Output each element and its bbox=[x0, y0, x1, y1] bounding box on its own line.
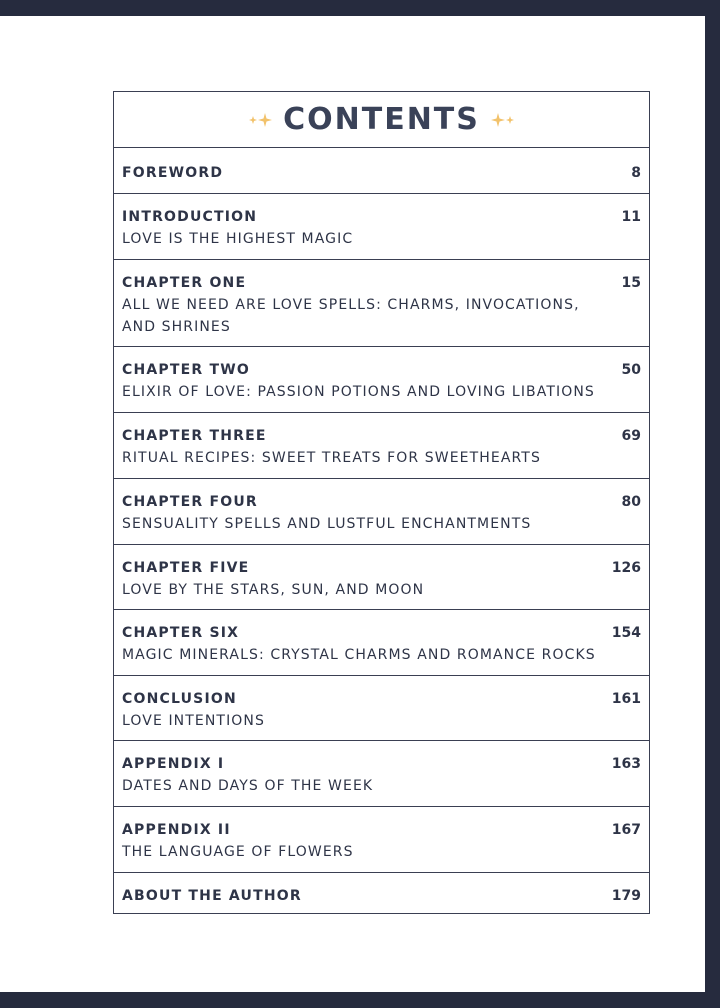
entry-label: INTRODUCTION bbox=[122, 209, 258, 225]
entry-page: 15 bbox=[621, 275, 641, 291]
entry-label: CHAPTER FOUR bbox=[122, 494, 258, 510]
toc-entry[interactable] bbox=[114, 194, 649, 260]
entry-page: 126 bbox=[611, 560, 641, 576]
toc-entry[interactable] bbox=[114, 741, 649, 807]
entry-label: CHAPTER FIVE bbox=[122, 560, 250, 576]
entry-page: 50 bbox=[621, 362, 641, 378]
entry-label: CHAPTER TWO bbox=[122, 362, 250, 378]
entry-subtitle: THE LANGUAGE OF FLOWERS bbox=[122, 844, 354, 860]
entry-subtitle: ALL WE NEED ARE LOVE SPELLS: CHARMS, INVOCATIONS, AND SHRINES bbox=[122, 297, 580, 335]
entry-page: 8 bbox=[631, 165, 641, 181]
entry-subtitle: ELIXIR OF LOVE: PASSION POTIONS AND LOVING LIBATIONS bbox=[122, 384, 595, 400]
contents-title: CONTENTS bbox=[283, 102, 480, 137]
entry-page: 69 bbox=[621, 428, 641, 444]
toc-entry[interactable] bbox=[114, 807, 649, 873]
entry-page: 154 bbox=[611, 625, 641, 641]
toc-entry[interactable] bbox=[114, 676, 649, 741]
entry-page: 179 bbox=[611, 888, 641, 904]
entry-page: 80 bbox=[621, 494, 641, 510]
entry-subtitle: LOVE BY THE STARS, SUN, AND MOON bbox=[122, 582, 425, 598]
entry-label: CHAPTER THREE bbox=[122, 428, 267, 444]
entry-subtitle: LOVE INTENTIONS bbox=[122, 713, 265, 729]
entry-label: CHAPTER SIX bbox=[122, 625, 240, 641]
entry-page: 163 bbox=[611, 756, 641, 772]
sparkle-right-icon bbox=[488, 112, 516, 128]
entry-subtitle: RITUAL RECIPES: SWEET TREATS FOR SWEETHEARTS bbox=[122, 450, 541, 466]
toc-entry[interactable] bbox=[114, 260, 649, 347]
toc-entry[interactable] bbox=[114, 413, 649, 479]
toc-entry[interactable] bbox=[114, 148, 649, 194]
entry-subtitle: DATES AND DAYS OF THE WEEK bbox=[122, 778, 374, 794]
book-page bbox=[0, 16, 705, 992]
sparkle-left-icon bbox=[247, 112, 275, 128]
contents-table bbox=[113, 91, 650, 914]
entry-label: APPENDIX I bbox=[122, 756, 225, 772]
toc-entry[interactable] bbox=[114, 610, 649, 676]
entry-subtitle: SENSUALITY SPELLS AND LUSTFUL ENCHANTMENTS bbox=[122, 516, 532, 532]
entry-label: CHAPTER ONE bbox=[122, 275, 247, 291]
entry-label: ABOUT THE AUTHOR bbox=[122, 888, 302, 904]
contents-header bbox=[114, 92, 649, 148]
entry-label: FOREWORD bbox=[122, 165, 224, 181]
entry-page: 167 bbox=[611, 822, 641, 838]
toc-entry[interactable] bbox=[114, 347, 649, 413]
entry-subtitle: MAGIC MINERALS: CRYSTAL CHARMS AND ROMANCE ROCKS bbox=[122, 647, 596, 663]
toc-entry[interactable] bbox=[114, 545, 649, 610]
toc-entry[interactable] bbox=[114, 479, 649, 545]
entry-page: 161 bbox=[611, 691, 641, 707]
entry-label: APPENDIX II bbox=[122, 822, 231, 838]
entry-page: 11 bbox=[621, 209, 641, 225]
entry-label: CONCLUSION bbox=[122, 691, 237, 707]
toc-entry[interactable] bbox=[114, 873, 649, 913]
entry-subtitle: LOVE IS THE HIGHEST MAGIC bbox=[122, 231, 354, 247]
